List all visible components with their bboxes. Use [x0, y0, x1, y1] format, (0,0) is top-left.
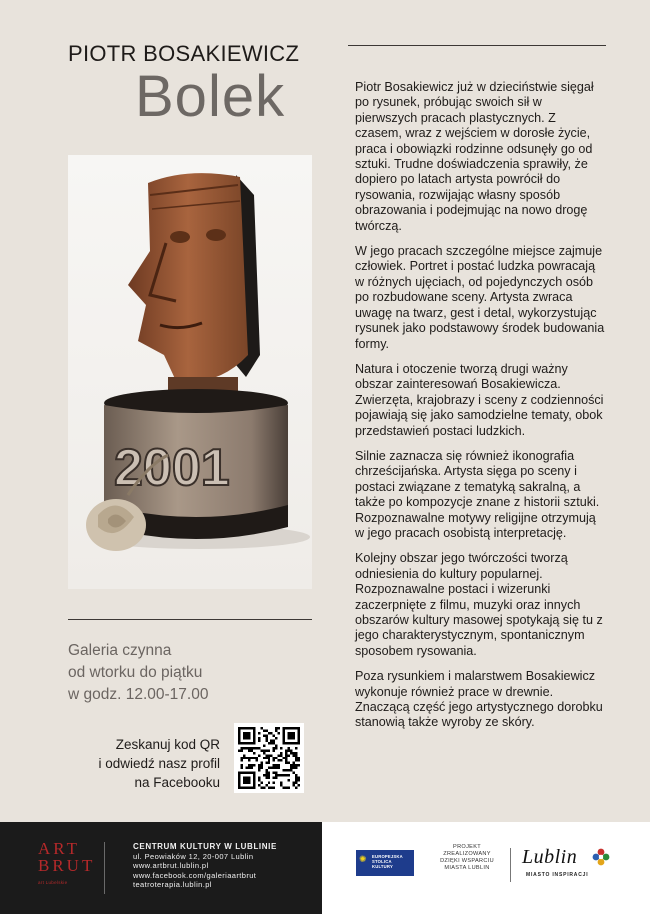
qr-code[interactable] [234, 723, 304, 793]
organizer-info [133, 842, 277, 890]
hours-line: w godz. 12.00-17.00 [68, 686, 209, 703]
logo-subtext: art Lubelskie [38, 880, 68, 885]
sponsor-line: PROJEKT [453, 844, 481, 850]
eu-logo-line: EUROPEJSKA [372, 854, 403, 859]
qr-caption-line: na Facebooku [134, 775, 220, 790]
organizer-address: ul. Peowiaków 12, 20-007 Lublin [133, 851, 254, 861]
description-paragraph: Silnie zaznacza się również ikonografia chrześcijańska. Artysta sięga po sceny i postaci związane z tematyką sakralną, a także po kompozycje znane z historii sztuki. Rozpoznawalne motywy religijne otrzymują w jego pracach osobistą interpretację. [355, 448, 600, 540]
qr-caption-line: i odwiedź nasz profil [98, 756, 220, 771]
lublin-flower-icon [592, 848, 610, 866]
footer-dark-panel [0, 822, 322, 914]
description-paragraph: Piotr Bosakiewicz już w dzieciństwie sięgał po rysunek, próbując swoich sił w pierwszych pracach plastycznych. Z czasem, wraz z wejściem w dorosłe życie, praca i obowiązki rodzinne odsunęły go od sztuki. Trudne doświadczenia sprawiły, że dopiero po latach artysta powrócił do rysowania, rozwijając własny sposób obrazowania i podejmując na nowo drogę twórczą. [355, 80, 594, 233]
qr-caption-line: Zeskanuj kod QR [115, 737, 220, 752]
qr-code-icon [238, 727, 300, 789]
logo-line: BRUT [38, 856, 96, 875]
description-paragraph: Kolejny obszar jego twórczości tworzą odniesienia do kultury popularnej. Rozpoznawalne postaci i wizerunki zaczerpnięte z filmu, muzyki oraz innych obszarów kultury masowej spotykają się tu z jego charakterystycznym, spontanicznym sposobem rysowania. [355, 551, 603, 658]
sponsor-line: DZIĘKI WSPARCIU [440, 858, 494, 864]
hours-line: Galeria czynna [68, 642, 172, 659]
carved-year: 2001 [114, 439, 230, 497]
lublin-slogan: MIASTO INSPIRACJI [526, 872, 589, 878]
footer [0, 822, 650, 914]
description-paragraph: Poza rysunkiem i malarstwem Bosakiewicz wykonuje również prace w drewnie. Znaczącą część jego artystycznego dorobku stanowią także wyroby ze skóry. [355, 669, 603, 730]
footer-divider [104, 842, 105, 894]
sponsor-line: MIASTA LUBLIN [444, 865, 490, 871]
section-rule [68, 619, 312, 620]
footer-divider [510, 848, 511, 882]
opening-hours [68, 640, 208, 706]
header-rule [348, 45, 606, 46]
lublin-logo: Lublin [522, 846, 578, 868]
qr-caption [80, 735, 220, 792]
sponsor-note [432, 844, 502, 872]
eu-stars-icon: ✺ [359, 854, 367, 864]
art-brut-logo [38, 840, 95, 874]
artist-name: PIOTR BOSAKIEWICZ [68, 41, 300, 66]
facebook-link[interactable]: www.facebook.com/galeriaartbrut [133, 870, 257, 880]
website-link[interactable]: www.artbrut.lublin.pl [133, 861, 209, 870]
sponsor-line: ZREALIZOWANY [443, 851, 491, 857]
teatroterapia-link[interactable]: teatroterapia.lublin.pl [133, 880, 212, 889]
eu-logo-line: KULTURY [372, 864, 393, 869]
exhibition-title: Bolek [135, 64, 286, 129]
artist-description [355, 80, 605, 741]
hours-line: od wtorku do piątku [68, 664, 203, 681]
sculpture-photo [68, 155, 312, 589]
logo-line: ART [38, 839, 80, 858]
organizer-name: CENTRUM KULTURY W LUBLINIE [133, 842, 277, 851]
description-paragraph: W jego pracach szczególne miejsce zajmuje człowiek. Portret i postać ludzka powracają w różnych ujęciach, od pojedynczych osób po rozbudowane sceny. Artysta zwraca uwagę na twarz, gest i detal, wykorzystując rysunek jako podstawowy środek budowania formy. [355, 244, 605, 351]
eu-logo-line: STOLICA [372, 859, 392, 864]
description-paragraph: Natura i otoczenie tworzą drugi ważny obszar zainteresowań Bosakiewicza. Zwierzęta, krajobrazy i sceny z codzienności pojawiają się jako samodzielne tematy, obok przedstawień postaci ludzkich. [355, 361, 604, 438]
european-capital-logo [356, 850, 414, 876]
